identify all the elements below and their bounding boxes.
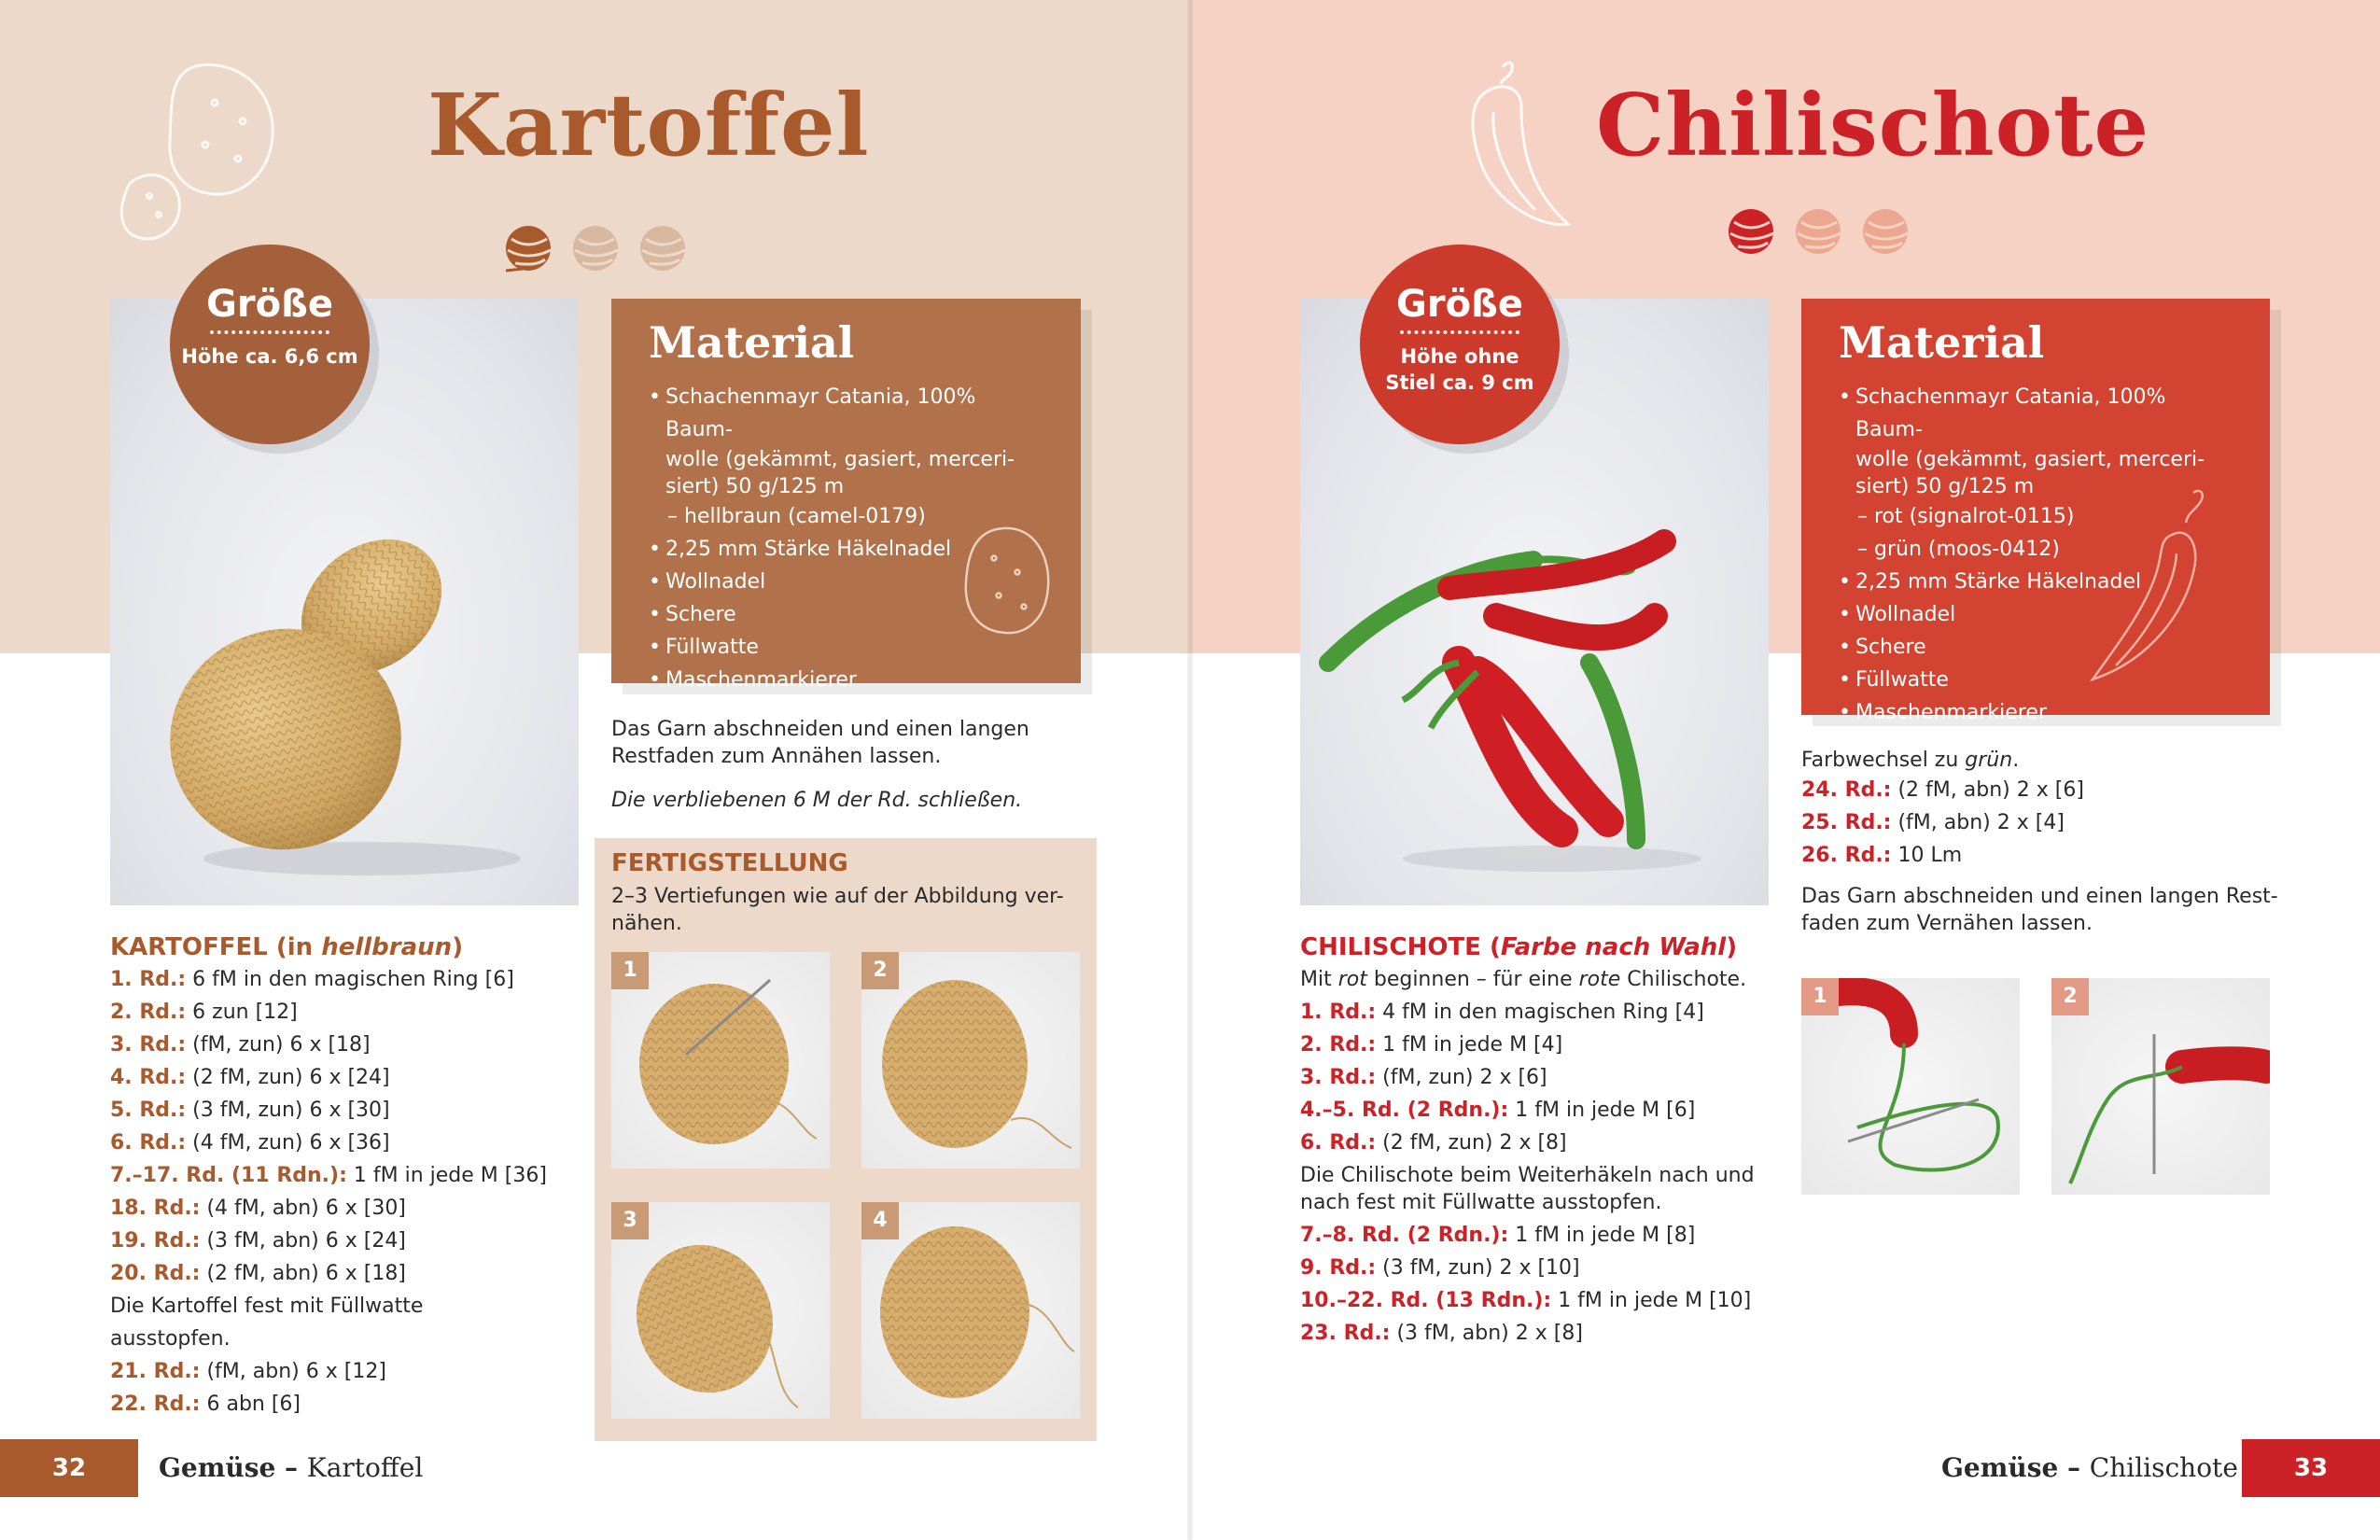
page-number-left: 32 [0, 1439, 138, 1497]
pattern-heading [110, 931, 586, 963]
pattern-row [1801, 774, 2287, 806]
row-text: (fM, abn) 6 x [12] [200, 1360, 386, 1383]
material-item: • 2,25 mm Stärke Häkelnadel [1839, 566, 2233, 598]
row-text: 1 fM in jede M [4] [1376, 1033, 1563, 1057]
yarn-ball-icon [1725, 205, 1917, 258]
finishing-step-photo [611, 1202, 830, 1419]
pattern-row [110, 1225, 586, 1257]
material-item-cont: siert) 50 g/125 m [1855, 475, 2035, 498]
finishing-step-photo [861, 952, 1080, 1169]
row-text: (2 fM, abn) 2 x [6] [1891, 778, 2084, 802]
row-text: (4 fM, zun) 6 x [36] [186, 1131, 390, 1155]
finishing-step-photo [611, 952, 830, 1169]
row-label: 10.–22. Rd. (13 Rdn.): [1300, 1289, 1552, 1312]
footer-topic: Chilischote [2089, 1452, 2238, 1483]
pattern-row [110, 1355, 586, 1388]
yarn-ball-icon [502, 222, 694, 274]
potato-outline-icon [112, 56, 299, 252]
step-number: 3 [611, 1202, 649, 1239]
step-number: 2 [861, 952, 899, 989]
chili-step-photo [2051, 978, 2270, 1195]
heading-italic: hellbraun [321, 933, 453, 961]
material-item: • Wollnadel [649, 566, 1043, 598]
row-label: 18. Rd.: [110, 1197, 201, 1220]
row-label: 6. Rd.: [110, 1131, 187, 1155]
color-change-line [1801, 747, 2287, 774]
row-label: 5. Rd.: [110, 1099, 187, 1122]
footer-section: Gemüse [1941, 1452, 2059, 1483]
row-text: 4 fM in den magischen Ring [4] [1376, 1001, 1704, 1024]
material-item: • Maschenmarkierer [1839, 696, 2233, 729]
chili-sketch-icon [2083, 483, 2223, 698]
text-line: nach fest mit Füllwatte ausstopfen. [1300, 1191, 1662, 1214]
row-text: (2 fM, zun) 2 x [8] [1376, 1131, 1567, 1155]
row-text: 1 fM in jede M [6] [1508, 1099, 1696, 1122]
size-badge-left [170, 245, 370, 444]
material-item: • Füllwatte [1839, 664, 2233, 696]
pattern-row [110, 1388, 586, 1421]
pattern-row [1801, 806, 2287, 839]
material-item: • Füllwatte [649, 631, 1043, 664]
pattern-heading [1300, 931, 1785, 963]
row-text: 6 fM in den magischen Ring [6] [186, 968, 514, 991]
pattern-rows [110, 963, 586, 1421]
row-label: 6. Rd.: [1300, 1131, 1377, 1155]
text-line: Restfaden zum Annähen lassen. [611, 745, 942, 768]
text: Farbwechsel zu [1801, 749, 1966, 772]
running-footer-right [1941, 1439, 2238, 1497]
heading-end: ) [452, 933, 464, 961]
page-title-kartoffel: Kartoffel [427, 75, 870, 175]
pattern-row [1300, 1317, 1785, 1350]
difficulty-rating-right [1725, 205, 1917, 261]
row-text: (3 fM, abn) 2 x [8] [1390, 1322, 1583, 1345]
text-line: nähen. [611, 912, 682, 935]
material-item: • Schachenmayr Catania, 100% Baum- [649, 381, 1043, 446]
row-label: 23. Rd.: [1300, 1322, 1391, 1345]
difficulty-rating-left [502, 222, 694, 278]
pattern-row [110, 1192, 586, 1225]
pattern-row [1300, 1029, 1785, 1061]
row-label: 19. Rd.: [110, 1229, 201, 1253]
size-text: Höhe ca. 6,6 cm [181, 345, 358, 368]
row-label: 2. Rd.: [110, 1001, 187, 1024]
step-number: 2 [2051, 978, 2089, 1015]
row-text: (3 fM, zun) 6 x [30] [186, 1099, 390, 1122]
row-text: 6 zun [12] [186, 1001, 298, 1024]
pattern-note: Die Kartoffel fest mit Füllwatte [110, 1295, 424, 1318]
pattern-rows [1300, 963, 1785, 1350]
finishing-heading: FERTIGSTELLUNG [611, 849, 848, 877]
row-label: 21. Rd.: [110, 1360, 201, 1383]
potato-sketch-icon [957, 521, 1059, 642]
running-footer-left [159, 1439, 423, 1497]
row-text: 10 Lm [1891, 844, 1963, 867]
book-spine [1187, 0, 1193, 1540]
heading-italic: Farbe nach Wahl [1500, 933, 1727, 961]
row-label: 7.–17. Rd. (11 Rdn.): [110, 1164, 347, 1187]
text: Mit [1300, 968, 1338, 991]
size-heading: Größe [206, 283, 333, 326]
text-line: Die Chilischote beim Weiterhäkeln nach und [1300, 1164, 1755, 1187]
pattern-row [110, 1127, 586, 1159]
text-line: Das Garn abschneiden und einen langen [611, 718, 1029, 741]
pattern-row [110, 1061, 586, 1094]
material-box-right [1801, 299, 2270, 724]
footer-topic: Kartoffel [306, 1452, 424, 1483]
text-line: 2–3 Vertiefungen wie auf der Abbildung ver- [611, 885, 1064, 908]
after-material-text [611, 716, 1097, 814]
row-text: (2 fM, abn) 6 x [18] [200, 1262, 406, 1285]
row-text: 1 fM in jede M [8] [1508, 1224, 1696, 1247]
chili-step-photo [1801, 978, 2020, 1195]
material-item: • Maschenmarkierer [649, 664, 1043, 696]
row-label: 4.–5. Rd. (2 Rdn.): [1300, 1099, 1509, 1122]
text: Chilischote. [1620, 968, 1747, 991]
material-item: • Schere [649, 598, 1043, 631]
text-italic: rot [1337, 968, 1367, 991]
footer-dash: – [275, 1452, 307, 1483]
material-item-cont: siert) 50 g/125 m [665, 475, 845, 498]
row-label: 9. Rd.: [1300, 1256, 1377, 1280]
row-label: 4. Rd.: [110, 1066, 187, 1089]
material-item-cont: wolle (gekämmt, gasiert, merceri- [665, 448, 1015, 471]
pattern-row [110, 1029, 586, 1061]
kartoffel-pattern [110, 931, 586, 1421]
pattern-row [110, 1094, 586, 1127]
row-text: (4 fM, abn) 6 x [30] [200, 1197, 406, 1220]
row-text: (3 fM, abn) 6 x [24] [200, 1229, 406, 1253]
material-heading: Material [649, 317, 855, 368]
material-subitem: – rot (signalrot-0115) [1839, 500, 2233, 533]
material-heading: Material [1839, 317, 2045, 368]
chili-pattern-continued [1801, 747, 2287, 937]
row-text: 1 fM in jede M [10] [1551, 1289, 1752, 1312]
material-item: • Schachenmayr Catania, 100% Baum- [1839, 381, 2233, 446]
row-text: (fM, abn) 2 x [4] [1891, 811, 2065, 834]
pattern-row [1300, 1284, 1785, 1317]
finishing-text [611, 883, 1078, 937]
row-label: 1. Rd.: [110, 968, 187, 991]
material-subitem: – hellbraun (camel-0179) [649, 500, 1043, 533]
chili-outline-icon [1456, 56, 1605, 252]
size-heading: Größe [1396, 283, 1523, 326]
ending-note [1801, 883, 2287, 937]
row-text: (fM, zun) 6 x [18] [186, 1033, 371, 1057]
row-text: 6 abn [6] [200, 1393, 301, 1416]
page-title-chilischote: Chilischote [1596, 75, 2150, 175]
pattern-row [1300, 996, 1785, 1029]
pattern-row [1300, 1219, 1785, 1252]
row-text: (fM, zun) 2 x [6] [1376, 1066, 1547, 1089]
pattern-row [110, 963, 586, 996]
footer-dash: – [2058, 1452, 2090, 1483]
row-label: 7.–8. Rd. (2 Rdn.): [1300, 1224, 1509, 1247]
dotted-divider [210, 330, 329, 334]
pattern-intro [1300, 963, 1785, 996]
text: beginnen – für eine [1366, 968, 1579, 991]
size-badge-right [1360, 245, 1560, 444]
finishing-step-photo [861, 1202, 1080, 1419]
row-label: 20. Rd.: [110, 1262, 201, 1285]
material-item-cont: wolle (gekämmt, gasiert, merceri- [1855, 448, 2205, 471]
text: . [2012, 749, 2020, 772]
size-text: Höhe ohne [1400, 345, 1519, 368]
row-text: (3 fM, zun) 2 x [10] [1376, 1256, 1580, 1280]
pattern-row [110, 1159, 586, 1192]
page-number-right: 33 [2242, 1439, 2380, 1497]
pattern-row [1300, 1252, 1785, 1284]
row-label: 25. Rd.: [1801, 811, 1892, 834]
pattern-row [1300, 1094, 1785, 1127]
pattern-row [110, 996, 586, 1029]
row-label: 26. Rd.: [1801, 844, 1892, 867]
finishing-box [595, 838, 1097, 1441]
row-label: 24. Rd.: [1801, 778, 1892, 802]
chilischote-pattern [1300, 931, 1785, 1350]
row-label: 22. Rd.: [110, 1393, 201, 1416]
heading-end: ) [1726, 933, 1738, 961]
material-item: • Wollnadel [1839, 598, 2233, 631]
heading-text: KARTOFFEL (in [110, 933, 322, 961]
text-line: Das Garn abschneiden und einen langen Rest- [1801, 885, 2278, 908]
pattern-note: ausstopfen. [110, 1327, 231, 1351]
row-label: 3. Rd.: [110, 1033, 187, 1057]
step-number: 1 [611, 952, 649, 989]
material-item: • Schere [1839, 631, 2233, 664]
row-text: (2 fM, zun) 6 x [24] [186, 1066, 390, 1089]
material-subitem: – grün (moos-0412) [1839, 533, 2233, 566]
dotted-divider [1400, 330, 1519, 334]
size-text: Stiel ca. 9 cm [1385, 371, 1534, 394]
row-text: 1 fM in jede M [36] [346, 1164, 547, 1187]
pattern-rows [1801, 774, 2287, 872]
italic-note: Die verbliebenen 6 M der Rd. schließen. [611, 789, 1023, 812]
pattern-note [1300, 1162, 1785, 1216]
footer-section: Gemüse [159, 1452, 276, 1483]
pattern-row [1300, 1061, 1785, 1094]
material-box-left [611, 299, 1081, 692]
heading-text: CHILISCHOTE ( [1300, 933, 1501, 961]
text-italic: rote [1578, 968, 1621, 991]
step-number: 4 [861, 1202, 899, 1239]
material-item: • 2,25 mm Stärke Häkelnadel [649, 533, 1043, 566]
row-label: 1. Rd.: [1300, 1001, 1377, 1024]
pattern-row [1801, 839, 2287, 872]
text-italic: grün [1965, 749, 2013, 772]
step-number: 1 [1801, 978, 1839, 1015]
pattern-row [110, 1257, 586, 1290]
pattern-row [1300, 1127, 1785, 1159]
row-label: 2. Rd.: [1300, 1033, 1377, 1057]
row-label: 3. Rd.: [1300, 1066, 1377, 1089]
text-line: faden zum Vernähen lassen. [1801, 912, 2093, 935]
